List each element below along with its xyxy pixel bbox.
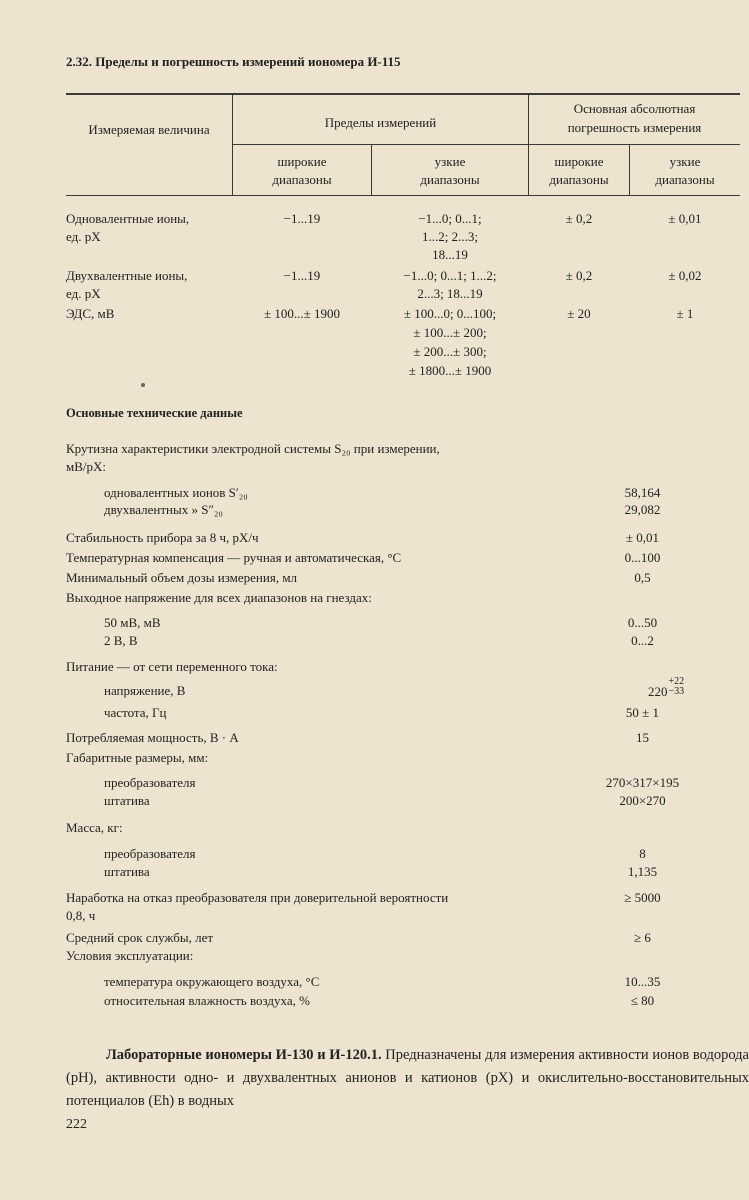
humidity-label: относительная влажность воздуха, % bbox=[104, 993, 310, 1008]
slope-line1: Крутизна характеристики электродной системы S₂₀ при измерении, bbox=[66, 441, 440, 456]
row1-narrow-line2: 1...2; 2...3; bbox=[422, 229, 478, 244]
row3-narrow-line1: ± 100...0; 0...100; bbox=[403, 306, 497, 321]
dims-conv-label: преобразователя bbox=[104, 775, 196, 790]
voltage-value bbox=[648, 676, 685, 703]
header-narrow-limits-1: узкие bbox=[434, 154, 466, 169]
row2-err-wide: ± 0,2 bbox=[565, 268, 593, 283]
table-header-bottom-rule bbox=[66, 195, 740, 196]
slope-mono-value: 58,164 bbox=[624, 485, 661, 500]
voltage-minus: −33 bbox=[668, 686, 685, 697]
stability-value: ± 0,01 bbox=[625, 530, 660, 545]
out-50-value: 0...50 bbox=[627, 615, 658, 630]
table-vrule-3 bbox=[371, 144, 372, 196]
paragraph-lead: Лабораторные иономеры И-130 и И-120.1. bbox=[106, 1047, 382, 1063]
consumption-label: Потребляемая мощность, В · А bbox=[66, 730, 239, 745]
table-caption: 2.32. Пределы и погрешность измерений иономера И-115 bbox=[66, 54, 401, 69]
row2-wide: −1...19 bbox=[283, 268, 321, 283]
header-quantity: Измеряемая величина bbox=[88, 122, 210, 137]
output-label: Выходное напряжение для всех диапазонов на гнездах: bbox=[66, 590, 372, 605]
table-mid-rule bbox=[232, 144, 740, 145]
header-narrow-error-1: узкие bbox=[669, 154, 701, 169]
row2-narrow-line2: 2...3; 18...19 bbox=[417, 286, 483, 301]
mass-conv-label: преобразователя bbox=[104, 846, 196, 861]
slope-line2: мВ/рХ: bbox=[66, 459, 107, 474]
out-50-label: 50 мВ, мВ bbox=[104, 615, 161, 630]
mass-stand-label: штатива bbox=[104, 864, 150, 879]
row2-err-narrow: ± 0,02 bbox=[668, 268, 702, 283]
voltage-plus: +22 bbox=[668, 676, 685, 687]
row3-wide: ± 100...± 1900 bbox=[263, 306, 341, 321]
ambient-label: температура окружающего воздуха, °С bbox=[104, 974, 320, 989]
freq-value: 50 ± 1 bbox=[625, 705, 660, 720]
row3-narrow-line4: ± 1800...± 1900 bbox=[408, 363, 492, 378]
dims-stand-label: штатива bbox=[104, 793, 150, 808]
row1-name-line1: Одновалентные ионы, bbox=[66, 211, 190, 226]
row3-err-narrow: ± 1 bbox=[676, 306, 694, 321]
header-wide-limits-2: диапазоны bbox=[272, 172, 332, 187]
row1-narrow-line1: −1...0; 0...1; bbox=[418, 211, 482, 226]
row3-name: ЭДС, мВ bbox=[66, 306, 115, 321]
header-wide-limits-1: широкие bbox=[277, 154, 327, 169]
mtbf-value: ≥ 5000 bbox=[624, 890, 661, 905]
mass-conv-value: 8 bbox=[639, 846, 646, 861]
row2-narrow-line1: −1...0; 0...1; 1...2; bbox=[403, 268, 497, 283]
voltage-label: напряжение, В bbox=[104, 683, 186, 698]
page-number: 222 bbox=[66, 1117, 87, 1132]
header-error-line1: Основная абсолютная bbox=[573, 101, 696, 116]
table-vrule-4 bbox=[629, 144, 630, 196]
temp-comp-label: Температурная компенсация — ручная и автоматическая, °С bbox=[66, 550, 402, 565]
mass-label: Масса, кг: bbox=[66, 820, 123, 835]
temp-comp-value: 0...100 bbox=[624, 550, 661, 565]
mass-stand-value: 1,135 bbox=[627, 864, 658, 879]
table-top-rule bbox=[66, 93, 740, 95]
conditions-label: Условия эксплуатации: bbox=[66, 948, 194, 963]
row1-err-wide: ± 0,2 bbox=[565, 211, 593, 226]
mtbf-line1: Наработка на отказ преобразователя при доверительной вероятности bbox=[66, 890, 449, 905]
life-label: Средний срок службы, лет bbox=[66, 930, 214, 945]
power-label: Питание — от сети переменного тока: bbox=[66, 659, 278, 674]
row3-err-wide: ± 20 bbox=[567, 306, 591, 321]
dims-label: Габаритные размеры, мм: bbox=[66, 750, 209, 765]
life-value: ≥ 6 bbox=[634, 930, 651, 945]
consumption-value: 15 bbox=[636, 730, 649, 745]
row1-wide: −1...19 bbox=[283, 211, 321, 226]
body-paragraph bbox=[66, 1044, 749, 1113]
slope-di-label: двухвалентных » S″₂₀ bbox=[104, 502, 223, 517]
row3-narrow-line3: ± 200...± 300; bbox=[413, 344, 487, 359]
header-wide-error-1: широкие bbox=[554, 154, 604, 169]
row1-err-narrow: ± 0,01 bbox=[668, 211, 702, 226]
header-narrow-error-2: диапазоны bbox=[655, 172, 715, 187]
header-limits: Пределы измерений bbox=[324, 115, 437, 130]
header-narrow-limits-2: диапазоны bbox=[420, 172, 480, 187]
mtbf-line2: 0,8, ч bbox=[66, 908, 96, 923]
out-2-value: 0...2 bbox=[631, 633, 654, 648]
stability-label: Стабильность прибора за 8 ч, рХ/ч bbox=[66, 530, 259, 545]
min-volume-label: Минимальный объем дозы измерения, мл bbox=[66, 570, 298, 585]
header-wide-error-2: диапазоны bbox=[549, 172, 609, 187]
row1-name-line2: ед. рХ bbox=[66, 229, 101, 244]
specs-heading: Основные технические данные bbox=[66, 406, 243, 420]
row2-name-line2: ед. рХ bbox=[66, 286, 101, 301]
min-volume-value: 0,5 bbox=[634, 570, 651, 585]
ambient-value: 10...35 bbox=[624, 974, 661, 989]
print-speck bbox=[141, 383, 145, 387]
voltage-base: 220 bbox=[648, 683, 668, 699]
slope-di-value: 29,082 bbox=[624, 502, 661, 517]
humidity-value: ≤ 80 bbox=[630, 993, 655, 1008]
dims-stand-value: 200×270 bbox=[619, 793, 666, 808]
row2-name-line1: Двухвалентные ионы, bbox=[66, 268, 188, 283]
freq-label: частота, Гц bbox=[104, 705, 167, 720]
dims-conv-value: 270×317×195 bbox=[605, 775, 680, 790]
header-error-line2: погрешность измерения bbox=[567, 120, 702, 135]
out-2-label: 2 В, В bbox=[104, 633, 138, 648]
paragraph-text: Предназначены для измерения активности ионов водорода (рН), активности одно- и двухвалентных анионов и катионов (рХ) и окислительно-восстановительных потенциалов (Eh) в водных bbox=[66, 1047, 749, 1109]
row1-narrow-line3: 18...19 bbox=[432, 247, 468, 262]
row3-narrow-line2: ± 100...± 200; bbox=[413, 325, 487, 340]
slope-mono-label: одновалентных ионов S′₂₀ bbox=[104, 485, 248, 500]
